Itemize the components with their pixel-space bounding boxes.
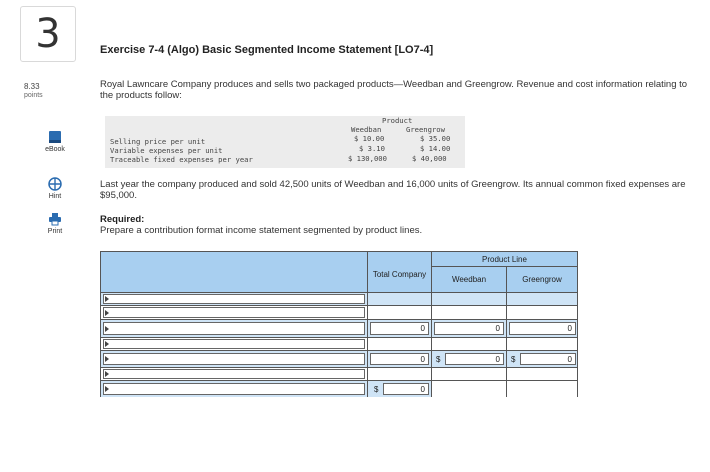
product-data-table [105, 116, 465, 168]
row-7-label-input[interactable] [103, 383, 365, 395]
row-5-label-input[interactable] [103, 353, 365, 365]
row-5-greengrow-input[interactable] [520, 353, 576, 365]
row-5-weedban-value: 0 [495, 355, 500, 364]
row-2-weedban-cell[interactable] [432, 306, 507, 320]
row-5-weedban-input[interactable] [445, 353, 504, 365]
row-2-total-cell[interactable] [368, 306, 432, 320]
row-5-total-cell [368, 351, 432, 368]
row-7-weedban-cell [432, 381, 507, 397]
header-label-cell [101, 252, 368, 293]
ebook-label: eBook [45, 146, 65, 153]
row-4-weedban-cell[interactable] [432, 338, 507, 351]
variable-expenses-weedban: $ 3.10 [359, 144, 385, 153]
hint-button[interactable] [40, 177, 70, 200]
row-7-total-value: 0 [420, 385, 425, 394]
dropdown-marker-icon [105, 310, 109, 316]
print-label: Print [47, 228, 63, 235]
dropdown-marker-icon [105, 326, 109, 332]
question-number [20, 6, 76, 62]
row-3-greengrow-value: 0 [567, 324, 572, 333]
row-7-greengrow-cell [507, 381, 578, 397]
row-4-greengrow-cell[interactable] [507, 338, 578, 351]
row-1-weedban-cell [432, 293, 507, 306]
row-7-total-dollar: $ [374, 385, 379, 394]
row-6-greengrow-cell [507, 368, 578, 381]
book-icon [48, 130, 62, 144]
row-1-label-input[interactable] [103, 294, 365, 304]
product-group-header: Product [382, 116, 413, 125]
hint-label: Hint [48, 193, 62, 200]
row-3-weedban-value: 0 [495, 324, 500, 333]
row-5-weedban-dollar: $ [436, 355, 441, 364]
row-6-total-cell[interactable] [368, 368, 432, 381]
col-weedban: Weedban [351, 125, 382, 134]
traceable-fixed-greengrow: $ 40,000 [412, 154, 447, 163]
points-label: points [24, 92, 43, 99]
exercise-title: Exercise 7-4 (Algo) Basic Segmented Income Statement [LO7-4] [100, 44, 434, 56]
row-5-total-value: 0 [420, 355, 425, 364]
dropdown-marker-icon [105, 296, 109, 302]
answer-table [100, 251, 578, 397]
row-3-total-cell [368, 320, 432, 338]
row-5-weedban-cell [432, 351, 507, 368]
selling-price-greengrow: $ 35.00 [420, 134, 451, 143]
row-1-label-cell [101, 293, 368, 306]
dropdown-marker-icon [105, 356, 109, 362]
required-text: Prepare a contribution format income statement segmented by product lines. [100, 225, 423, 236]
weedban-header: Weedban [451, 275, 487, 284]
row-6-weedban-cell [432, 368, 507, 381]
hint-icon [48, 177, 62, 191]
row-5-greengrow-cell [507, 351, 578, 368]
row-3-greengrow-input[interactable] [509, 322, 576, 335]
company-info-paragraph: Last year the company produced and sold 42,500 units of Weedban and 16,000 units of Greengrow. Its annual common fixed expenses are $95,000. [100, 179, 686, 201]
question-number-text: 3 [35, 11, 61, 57]
row-4-label-cell [101, 338, 368, 351]
row-3-greengrow-cell [507, 320, 578, 338]
required-heading: Required: [100, 214, 145, 225]
header-total-cell [368, 252, 432, 293]
row-2-label-cell [101, 306, 368, 320]
dropdown-marker-icon [105, 386, 109, 392]
traceable-fixed-weedban: $ 130,000 [348, 154, 387, 163]
row-1-total-cell [368, 293, 432, 306]
row-3-weedban-cell [432, 320, 507, 338]
variable-expenses-greengrow: $ 14.00 [420, 144, 451, 153]
row-7-total-input[interactable] [383, 383, 429, 395]
row-label-variable-expenses: Variable expenses per unit [110, 146, 223, 155]
row-3-label-cell [101, 320, 368, 338]
row-6-label-cell [101, 368, 368, 381]
row-3-total-value: 0 [420, 324, 425, 333]
row-3-label-input[interactable] [103, 322, 365, 335]
row-7-total-cell [368, 381, 432, 397]
product-line-header: Product Line [482, 255, 527, 264]
row-1-greengrow-cell [507, 293, 578, 306]
header-weedban-cell [432, 267, 507, 293]
print-icon [48, 212, 62, 226]
header-product-line-cell [432, 252, 578, 267]
ebook-button[interactable] [40, 130, 70, 153]
greengrow-header: Greengrow [522, 275, 562, 284]
row-5-greengrow-value: 0 [567, 355, 572, 364]
row-7-label-cell [101, 381, 368, 397]
row-4-label-input[interactable] [103, 339, 365, 349]
header-greengrow-cell [507, 267, 578, 293]
dropdown-marker-icon [105, 341, 109, 347]
row-5-label-cell [101, 351, 368, 368]
row-3-total-input[interactable] [370, 322, 429, 335]
selling-price-weedban: $ 10.00 [354, 134, 385, 143]
row-5-total-input[interactable] [370, 353, 429, 365]
points-value: 8.33 [24, 82, 40, 91]
row-3-weedban-input[interactable] [434, 322, 504, 335]
row-label-selling-price: Selling price per unit [110, 137, 206, 146]
row-2-greengrow-cell[interactable] [507, 306, 578, 320]
print-button[interactable] [40, 212, 70, 235]
row-5-greengrow-dollar: $ [511, 355, 516, 364]
total-company-header: Total Company [372, 270, 427, 279]
row-label-traceable-fixed: Traceable fixed expenses per year [110, 155, 253, 164]
col-greengrow: Greengrow [406, 125, 445, 134]
row-6-label-input[interactable] [103, 369, 365, 379]
row-2-label-input[interactable] [103, 307, 365, 318]
intro-text: Royal Lawncare Company produces and sells two packaged products—Weedban and Greengrow. Revenue and cost information relating to the products follow: [100, 79, 688, 101]
row-4-total-cell[interactable] [368, 338, 432, 351]
dropdown-marker-icon [105, 371, 109, 377]
